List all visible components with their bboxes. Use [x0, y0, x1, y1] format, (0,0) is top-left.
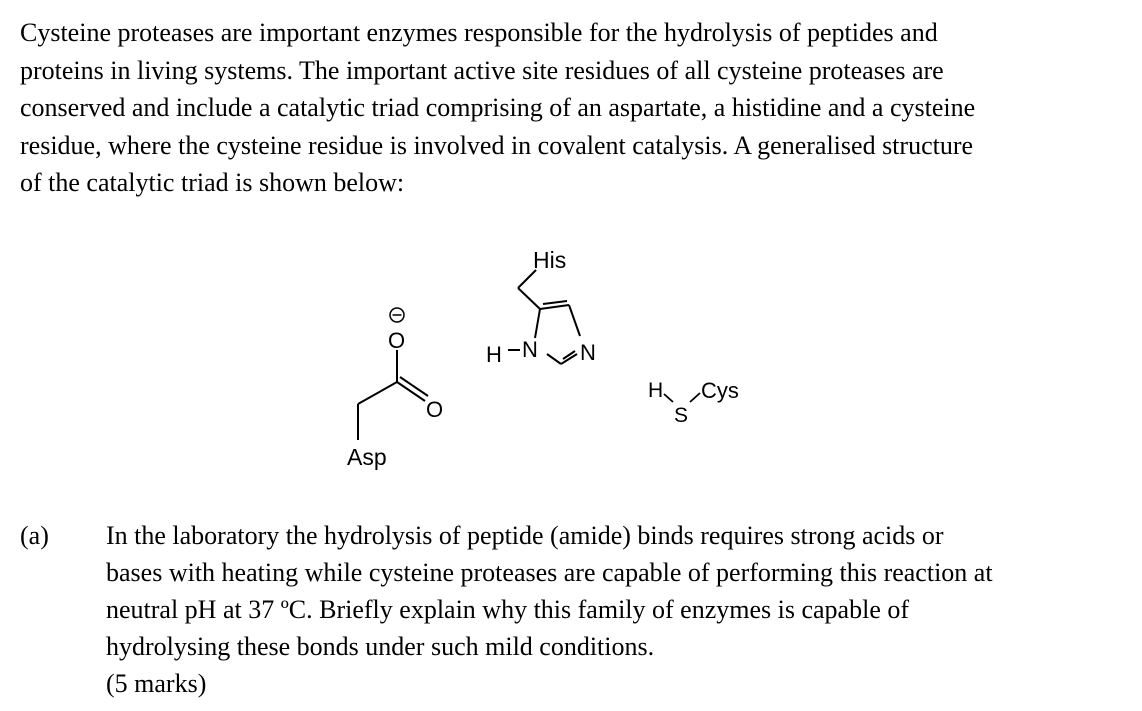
- question-marks: (5 marks): [106, 669, 207, 698]
- cys-bond-h-s: [664, 394, 673, 402]
- his-ring-c4-n1: [535, 309, 540, 338]
- his-ring-c4-c5: [540, 305, 569, 309]
- question-line: hydrolysing these bonds under such mild conditions.: [106, 632, 655, 661]
- question-label: (a): [20, 521, 49, 550]
- his-ring-n1-c2: [547, 354, 561, 364]
- his-group: [508, 270, 580, 364]
- his-residue-label: His: [533, 247, 567, 273]
- intro-line: proteins in living systems. The important active site residues of all cysteine proteases are: [20, 55, 944, 85]
- cys-atom-h: H: [648, 379, 664, 402]
- asp-atom-o-top: O: [388, 328, 406, 353]
- intro-line: Cysteine proteases are important enzymes responsible for the hydrolysis of peptides and: [20, 18, 938, 47]
- cys-bond-s-cys: [690, 393, 700, 402]
- asp-atom-o-right: O: [426, 397, 444, 422]
- question-line: bases with heating while cysteine proteases are capable of performing this reaction at: [106, 558, 993, 587]
- intro-line: conserved and include a catalytic triad comprising of an aspartate, a histidine and a cysteine: [20, 93, 976, 122]
- cys-atom-s: S: [674, 404, 689, 427]
- question-body: [106, 517, 1136, 702]
- question-line: neutral pH at 37 ºC. Briefly explain why this family of enzymes is capable of: [106, 595, 910, 624]
- intro-line: of the catalytic triad is shown below:: [20, 168, 405, 197]
- asp-bond-c-ch2: [358, 382, 397, 404]
- his-atom-h: H: [486, 342, 502, 367]
- his-atom-n2: N: [580, 340, 596, 365]
- question-line: In the laboratory the hydrolysis of peptide (amide) binds requires strong acids or: [106, 521, 944, 550]
- his-atom-n1: N: [522, 337, 538, 362]
- cys-residue-label: Cys: [701, 378, 739, 403]
- asp-residue-label: Asp: [347, 444, 387, 470]
- cys-group: [664, 393, 700, 402]
- his-ring-c5-n3: [569, 305, 580, 336]
- intro-line: residue, where the cysteine residue is involved in covalent catalysis. A generalised structure: [20, 130, 974, 160]
- his-bond-ch2: [518, 288, 540, 309]
